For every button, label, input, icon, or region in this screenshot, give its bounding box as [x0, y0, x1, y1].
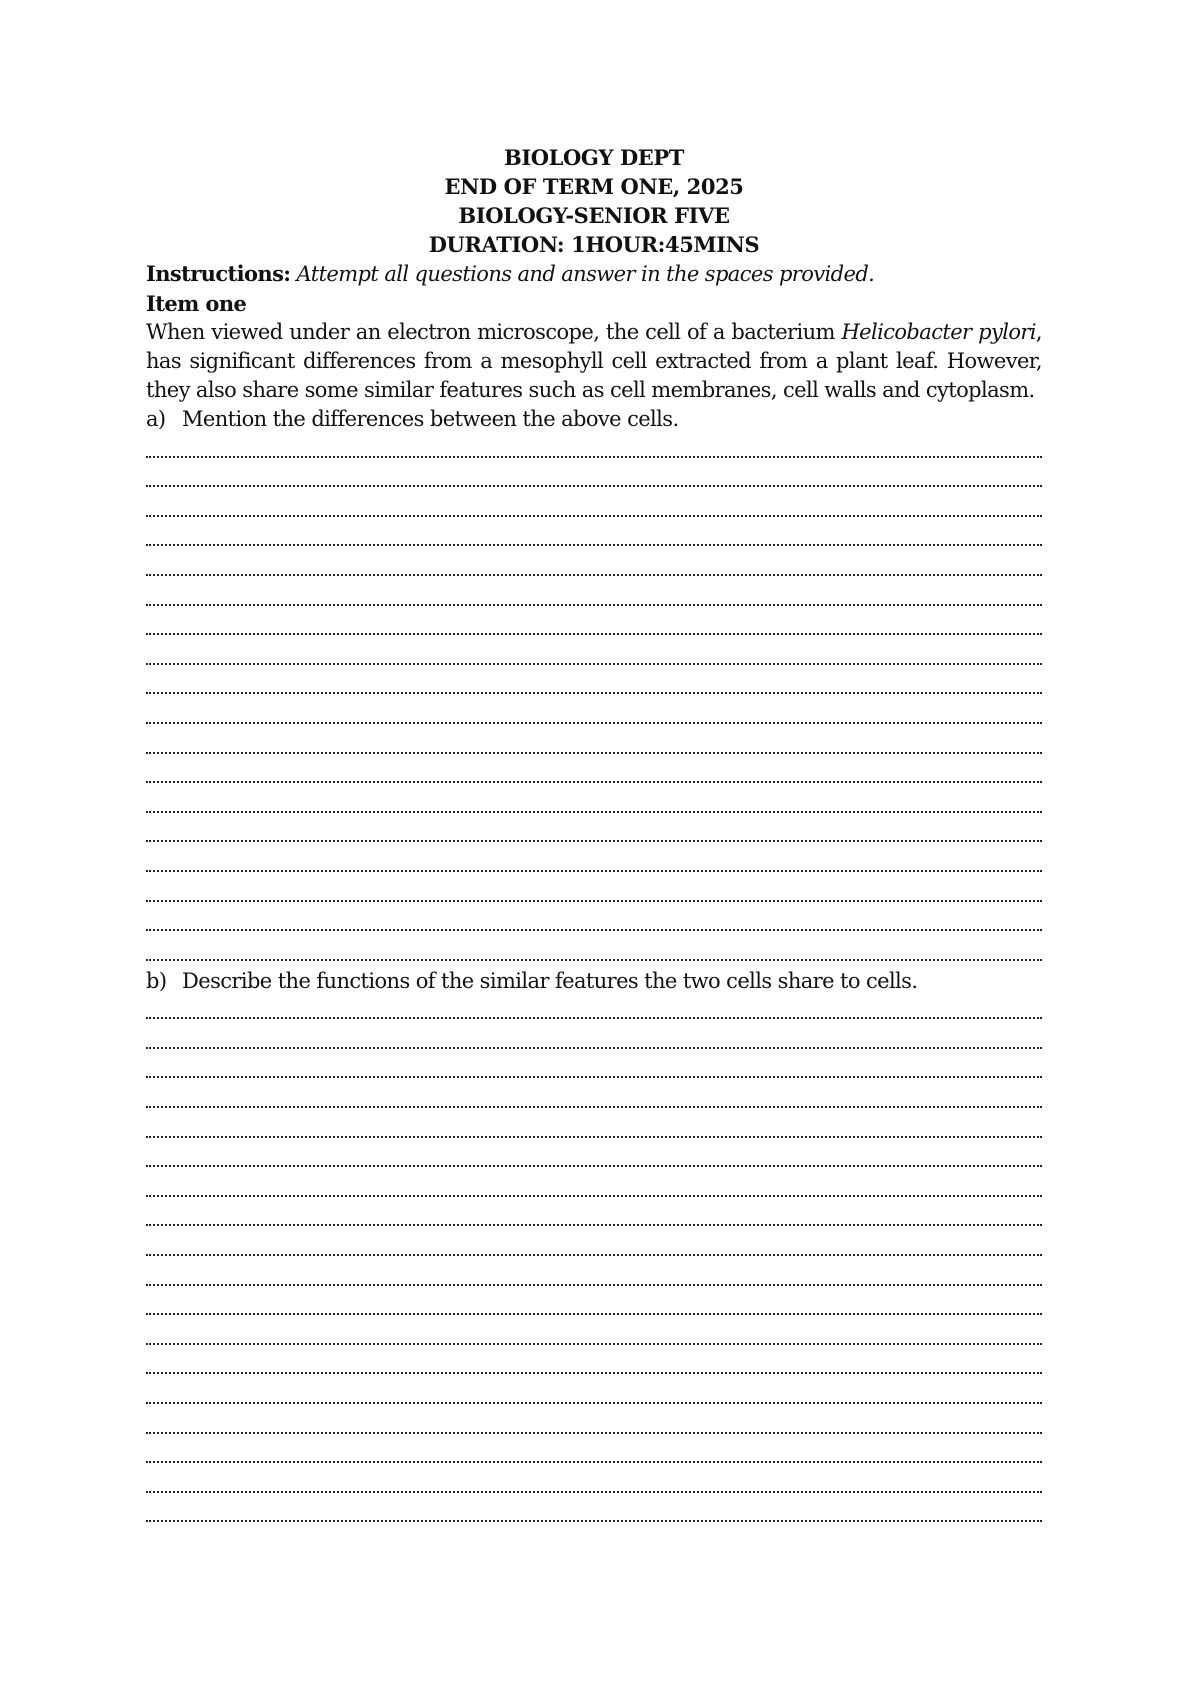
question-b-label: b): [146, 968, 167, 993]
exam-term: END OF TERM ONE, 2025: [444, 174, 744, 199]
answer-line[interactable]: [146, 908, 1042, 938]
answer-line[interactable]: [146, 434, 1042, 464]
answer-line[interactable]: [146, 612, 1042, 642]
answer-line[interactable]: [146, 937, 1042, 967]
answer-lines-b[interactable]: [146, 996, 1042, 1529]
answer-line[interactable]: [146, 848, 1042, 878]
instructions-label: Instructions:: [146, 261, 291, 286]
answer-line[interactable]: [146, 1351, 1042, 1381]
exam-subject-class: BIOLOGY-SENIOR FIVE: [458, 203, 730, 228]
paragraph-part2: , has significant differences from a mesophyll cell extracted from a plant leaf. However, they also share some similar features such as cell membranes, cell walls and cytoplasm.: [146, 320, 1042, 402]
question-b: [146, 967, 1042, 996]
question-a-label: a): [146, 407, 166, 431]
instructions-text: Attempt all questions and answer in the spaces provided.: [296, 262, 875, 286]
paragraph-species: Helicobacter pylori: [841, 320, 1036, 344]
question-a: [146, 405, 1042, 434]
exam-page: [146, 143, 1042, 1528]
question-b-text: Describe the functions of the similar features the two cells share to cells.: [182, 968, 918, 993]
item-paragraph: [146, 318, 1042, 405]
answer-line[interactable]: [146, 1262, 1042, 1292]
answer-line[interactable]: [146, 819, 1042, 849]
answer-line[interactable]: [146, 671, 1042, 701]
answer-line[interactable]: [146, 1499, 1042, 1529]
department-title: BIOLOGY DEPT: [504, 145, 684, 170]
exam-header: [146, 143, 1042, 259]
answer-line[interactable]: [146, 1114, 1042, 1144]
answer-line[interactable]: [146, 1084, 1042, 1114]
answer-line[interactable]: [146, 1025, 1042, 1055]
answer-line[interactable]: [146, 730, 1042, 760]
item-title: Item one: [146, 291, 247, 316]
answer-line[interactable]: [146, 1410, 1042, 1440]
paragraph-part1: When viewed under an electron microscope, the cell of a bacterium: [146, 320, 842, 344]
answer-line[interactable]: [146, 1292, 1042, 1322]
question-a-text: Mention the differences between the above cells.: [182, 407, 679, 431]
instructions: [146, 259, 1042, 289]
answer-lines-a[interactable]: [146, 434, 1042, 967]
answer-line[interactable]: [146, 582, 1042, 612]
answer-line[interactable]: [146, 552, 1042, 582]
answer-line[interactable]: [146, 1232, 1042, 1262]
answer-line[interactable]: [146, 760, 1042, 790]
answer-line[interactable]: [146, 996, 1042, 1026]
answer-line[interactable]: [146, 1055, 1042, 1085]
answer-line[interactable]: [146, 1173, 1042, 1203]
answer-line[interactable]: [146, 1469, 1042, 1499]
answer-line[interactable]: [146, 700, 1042, 730]
answer-line[interactable]: [146, 493, 1042, 523]
answer-line[interactable]: [146, 1380, 1042, 1410]
answer-line[interactable]: [146, 1321, 1042, 1351]
answer-line[interactable]: [146, 1440, 1042, 1470]
answer-line[interactable]: [146, 1144, 1042, 1174]
answer-line[interactable]: [146, 641, 1042, 671]
answer-line[interactable]: [146, 789, 1042, 819]
exam-duration: DURATION: 1HOUR:45MINS: [428, 232, 760, 257]
answer-line[interactable]: [146, 523, 1042, 553]
answer-line[interactable]: [146, 1203, 1042, 1233]
answer-line[interactable]: [146, 878, 1042, 908]
answer-line[interactable]: [146, 464, 1042, 494]
